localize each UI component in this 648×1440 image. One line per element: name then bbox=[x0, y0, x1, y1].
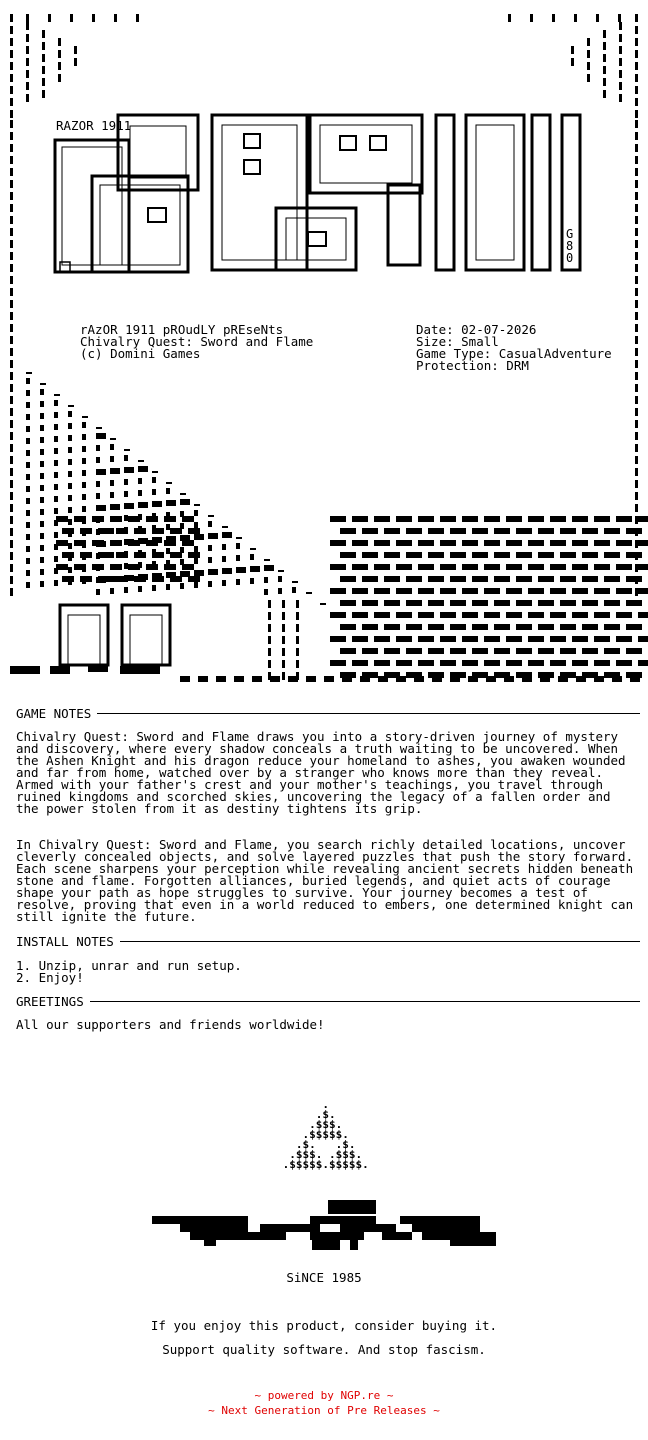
group-label: RAZOR 1911 bbox=[56, 118, 132, 133]
section-title: INSTALL NOTES bbox=[16, 934, 120, 949]
release-date: Date: 02-07-2026 bbox=[416, 322, 537, 337]
powered-by-link[interactable]: ~ powered by NGP.re ~ bbox=[254, 1389, 394, 1402]
install-step-1: 1. Unzip, unrar and run setup. bbox=[16, 958, 242, 973]
presents-text: rAzOR 1911 pROudLY pREseNts bbox=[80, 322, 284, 337]
copyright-text: (c) Domini Games bbox=[80, 346, 201, 361]
game-notes-paragraph-1: Chivalry Quest: Sword and Flame draws you into a story-driven journey of mystery and discovery, where every shadow conceals a truth waiting to be uncovered. When the Ashen Knight and his dragon reduce your homeland to ashes, you awaken wounded and far from home, watched over by a stranger who knows more than they reveal. Armed with your father's crest and your mother's teachings, you travel through ruined kingdoms and scorched skies, uncovering the legacy of a fallen order and the power stolen from it as destiny tightens its grip. bbox=[16, 729, 626, 816]
install-notes-heading bbox=[16, 934, 640, 948]
game-notes-heading bbox=[16, 706, 640, 720]
release-size: Size: Small bbox=[416, 334, 499, 349]
razor-block-logo bbox=[150, 1198, 500, 1254]
tag-label: G80 bbox=[566, 227, 574, 265]
install-step-2: 2. Enjoy! bbox=[16, 970, 84, 985]
since-text: SiNCE 1985 bbox=[286, 1270, 362, 1285]
section-title: GREETINGS bbox=[16, 994, 90, 1009]
razor-logo bbox=[55, 115, 580, 665]
ngp-tagline: ~ Next Generation of Pre Releases ~ bbox=[208, 1404, 440, 1417]
game-type: Game Type: CasualAdventure bbox=[416, 346, 612, 361]
buy-line: If you enjoy this product, consider buying it. bbox=[150, 1318, 498, 1333]
protection: Protection: DRM bbox=[416, 358, 529, 373]
divider bbox=[120, 941, 640, 942]
divider bbox=[90, 1001, 640, 1002]
divider bbox=[97, 713, 640, 714]
triforce-art: . .$. .$$$. .$$$$$. .$. .$. .$$$. .$$$. .$$$$$.$$$$$. bbox=[282, 1098, 369, 1171]
greetings-text: All our supporters and friends worldwide! bbox=[16, 1017, 325, 1032]
greetings-heading bbox=[16, 994, 640, 1008]
support-line: Support quality software. And stop fascism. bbox=[162, 1342, 486, 1357]
section-title: GAME NOTES bbox=[16, 706, 97, 721]
game-notes-paragraph-2: In Chivalry Quest: Sword and Flame, you search richly detailed locations, uncover cleverly concealed objects, and solve layered puzzles that push the story forward. Each scene sharpens your perception while revealing ancient secrets hidden beneath stone and flame. Forgotten alliances, buried legends, and quiet acts of courage shape your path as hope struggles to survive. Your journey becomes a test of resolve, proving that even in a world reduced to embers, one determined knight can still ignite the future. bbox=[16, 837, 634, 924]
release-title: Chivalry Quest: Sword and Flame bbox=[80, 334, 314, 349]
